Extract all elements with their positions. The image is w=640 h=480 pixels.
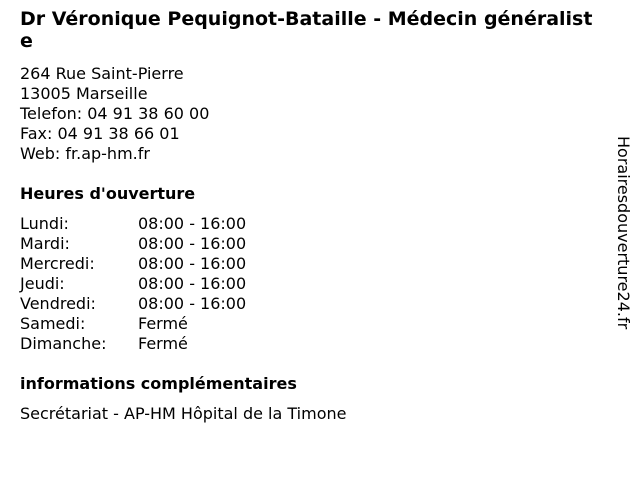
hours-row-sunday xyxy=(20,334,246,354)
hours-row-tuesday xyxy=(20,234,246,254)
day-label: Samedi: xyxy=(20,314,86,333)
fax-number: Fax: 04 91 38 66 01 xyxy=(20,124,180,143)
page-title: Dr Véronique Pequignot-Bataille - Médecin généraliste xyxy=(20,8,593,52)
hours-row-thursday xyxy=(20,274,246,294)
day-hours: 08:00 - 16:00 xyxy=(138,234,247,253)
additional-info-heading: informations complémentaires xyxy=(20,374,297,393)
day-label: Dimanche: xyxy=(20,334,107,353)
day-hours: 08:00 - 16:00 xyxy=(138,294,247,313)
day-hours: Fermé xyxy=(138,314,188,333)
opening-hours-heading: Heures d'ouverture xyxy=(20,184,196,203)
day-label: Lundi: xyxy=(20,214,69,233)
hours-row-saturday xyxy=(20,314,246,334)
opening-hours-table xyxy=(20,214,246,354)
day-hours: 08:00 - 16:00 xyxy=(138,254,247,273)
day-label: Mercredi: xyxy=(20,254,95,273)
phone-number[interactable]: Telefon: 04 91 38 60 00 xyxy=(20,104,210,123)
day-label: Mardi: xyxy=(20,234,70,253)
hours-row-friday xyxy=(20,294,246,314)
street-address: 264 Rue Saint-Pierre xyxy=(20,64,184,83)
address-block xyxy=(20,64,209,164)
day-hours: Fermé xyxy=(138,334,188,353)
additional-info-text: Secrétariat - AP-HM Hôpital de la Timone xyxy=(20,404,347,423)
day-label: Jeudi: xyxy=(20,274,65,293)
hours-row-monday xyxy=(20,214,246,234)
website-link[interactable]: Web: fr.ap-hm.fr xyxy=(20,144,150,163)
day-hours: 08:00 - 16:00 xyxy=(138,274,247,293)
day-label: Vendredi: xyxy=(20,294,96,313)
city-address: 13005 Marseille xyxy=(20,84,148,103)
hours-row-wednesday xyxy=(20,254,246,274)
site-watermark: Horairesdouverture24.fr xyxy=(614,136,633,330)
day-hours: 08:00 - 16:00 xyxy=(138,214,247,233)
